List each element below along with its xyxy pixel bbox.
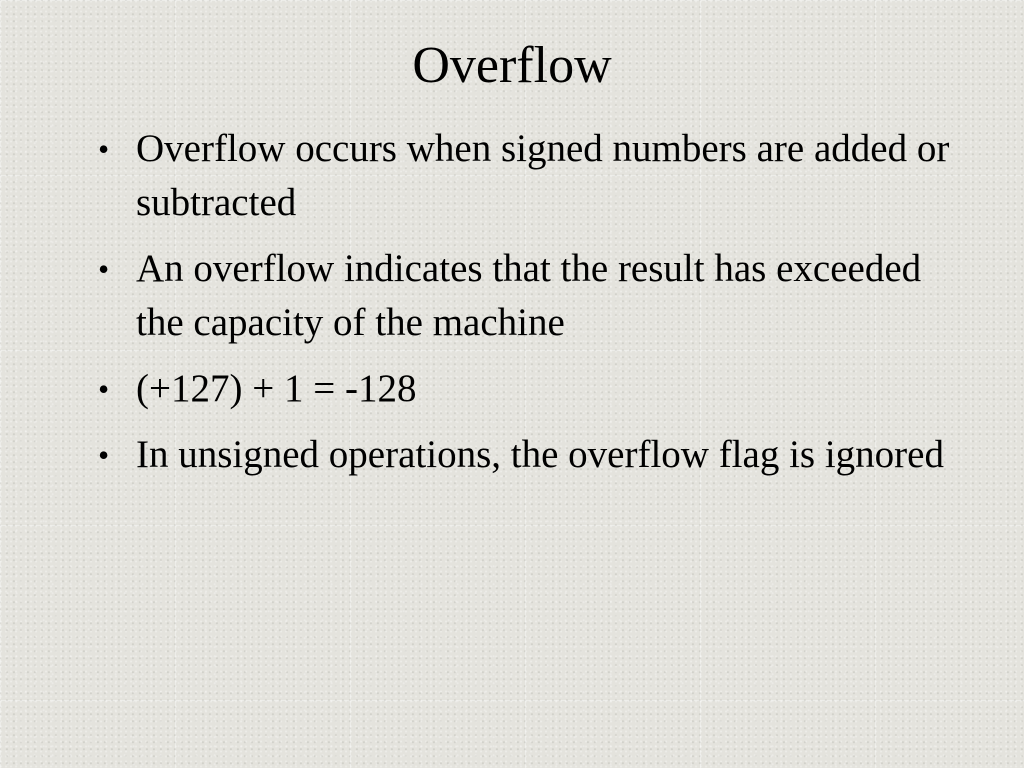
bullet-icon: • — [98, 251, 110, 287]
bullet-text: (+127) + 1 = -128 — [136, 367, 417, 410]
bullet-icon: • — [98, 131, 110, 167]
bullet-list — [96, 122, 956, 494]
slide-title: Overflow — [412, 37, 612, 94]
bullet-icon: • — [98, 371, 110, 407]
bullet-item — [96, 122, 956, 230]
bullet-text: Overflow occurs when signed numbers are added or subtracted — [136, 127, 950, 224]
bullet-text: In unsigned operations, the overflow flag is ignored — [136, 433, 944, 476]
bullet-text: An overflow indicates that the result has exceeded the capacity of the machine — [136, 247, 922, 344]
bullet-item — [96, 242, 956, 350]
bullet-item — [96, 428, 956, 482]
bullet-icon: • — [98, 437, 110, 473]
bullet-item — [96, 362, 956, 416]
